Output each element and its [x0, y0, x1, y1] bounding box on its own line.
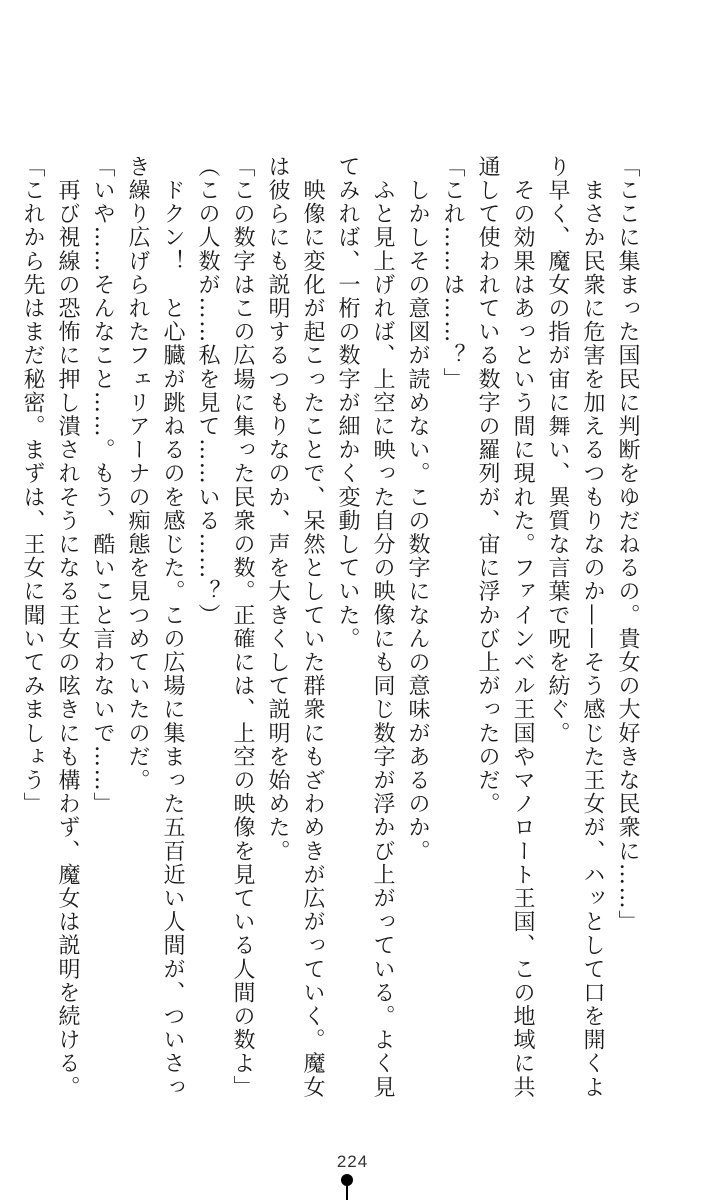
text-column: 通して使われている数字の羅列が、宙に浮かび上がったのだ。 [475, 155, 500, 816]
text-column: 映像に変化が起こったことで、呆然としていた群衆にもざわめきが広がっていく。魔女 [300, 155, 325, 1099]
text-column: その効果はあっという間に現れた。ファインベル王国やマノロート王国、この地域に共 [510, 155, 535, 1099]
text-column: てみれば、一桁の数字が細かく変動していた。 [335, 155, 360, 651]
text-column: ふと見上げれば、上空に映った自分の映像にも同じ数字が浮かび上がっている。よく見 [370, 155, 395, 1099]
text-column: き繰り広げられたフェリアーナの痴態を見つめていたのだ。 [125, 155, 150, 793]
text-column: しかしその意図が読めない。この数字になんの意味があるのか。 [405, 155, 430, 863]
text-column: は彼らにも説明するつもりなのか、声を大きくして説明を始めた。 [265, 155, 290, 863]
vertical-text-block [20, 155, 645, 1099]
text-column: まさか民衆に危害を加えるつもりなのか——そう感じた王女が、ハッとして口を開くよ [580, 155, 605, 1099]
text-column: 「これ……は……？」 [440, 155, 465, 391]
text-column: 「ここに集まった国民に判断をゆだねるの。貴女の大好きな民衆に……」 [615, 155, 640, 934]
text-column: 再び視線の恐怖に押し潰されそうになる王女の呟きにも構わず、魔女は説明を続ける。 [55, 155, 80, 1099]
text-column: ドクン！ と心臓が跳ねるのを感じた。この広場に集まった五百近い人間が、ついさっ [160, 155, 185, 1099]
text-column: 「いや……そんなこと……。もう、酷いこと言わないで……」 [90, 155, 115, 816]
page-number: 224 [336, 1152, 369, 1171]
text-column: 「この数字はこの広場に集った民衆の数。正確には、上空の映像を見ている人間の数よ」 [230, 155, 255, 1099]
text-column: 「これから先はまだ秘密。まずは、王女に聞いてみましょう」 [20, 155, 45, 816]
text-column: り早く、魔女の指が宙に舞い、異質な言葉で呪を紡ぐ。 [545, 155, 570, 745]
text-columns [20, 155, 645, 1099]
text-column: （この人数が……私を見て……いる……？） [195, 155, 220, 627]
page-marker-line [346, 1176, 348, 1200]
